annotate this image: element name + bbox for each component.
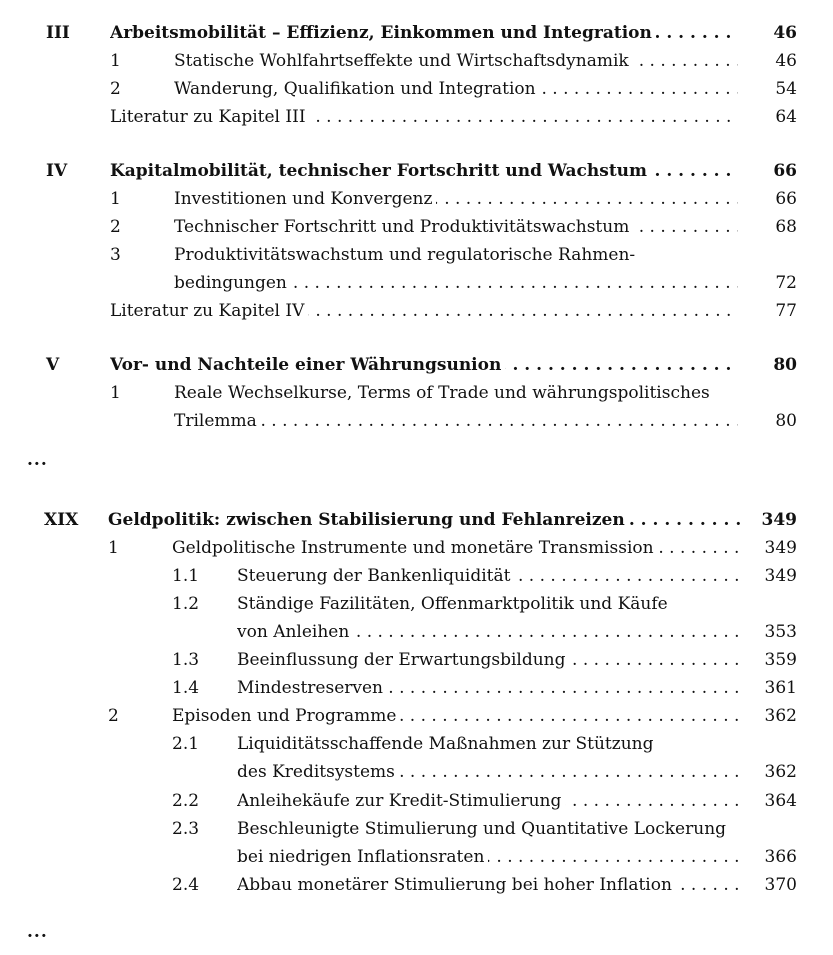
section-number: 1: [110, 383, 121, 403]
subsection-title-line1: Liquiditätsschaffende Maßnahmen zur Stützung: [237, 732, 757, 756]
subsection-number: 2.1: [172, 734, 200, 754]
page-number: 80: [775, 411, 797, 431]
chapter-number: III: [46, 23, 70, 43]
page-number: 349: [761, 510, 797, 530]
section-number: 1: [108, 538, 119, 558]
section-title: Episoden und Programme . . .: [172, 704, 744, 728]
page-number: 68: [775, 217, 797, 237]
subsection-title: Anleihekäufe zur Kredit-Stimulierung . . .: [237, 789, 744, 813]
section-row-continued[interactable]: [0, 271, 833, 295]
subsection-title-line2: bei niedrigen Inflationsraten . . .: [237, 845, 744, 869]
section-title-line2: bedingungen . . .: [174, 271, 738, 295]
subsection-title-line1: Ständige Fazilitäten, Offenmarktpolitik und Käufe: [237, 592, 757, 616]
section-number: 2: [108, 706, 119, 726]
chapter-title: Geldpolitik: zwischen Stabilisierung und Fehlanreizen . . .: [108, 508, 744, 532]
section-row[interactable]: [0, 381, 833, 405]
section-number: 1: [110, 51, 121, 71]
chapter-row[interactable]: [0, 353, 833, 377]
section-title-line1: Produktivitätswachstum und regulatorische Rahmen-: [174, 243, 754, 267]
chapter-row[interactable]: [0, 508, 833, 532]
page-number: 362: [764, 706, 797, 726]
section-number: 1: [110, 189, 121, 209]
section-row[interactable]: [0, 215, 833, 239]
page-number: 54: [775, 79, 797, 99]
section-title: Wanderung, Qualifikation und Integration . . .: [174, 77, 738, 101]
subsection-row-continued[interactable]: [0, 845, 833, 869]
chapter-title: Arbeitsmobilität – Effizienz, Einkommen und Integration . . .: [110, 21, 738, 45]
page-number: 364: [764, 791, 797, 811]
subsection-title: Abbau monetärer Stimulierung bei hoher Inflation . . .: [237, 873, 744, 897]
subsection-number: 2.3: [172, 819, 200, 839]
section-row[interactable]: [0, 49, 833, 73]
subsection-row[interactable]: [0, 873, 833, 897]
page-number: 80: [773, 355, 797, 375]
page-number: 64: [775, 107, 797, 127]
page-number: 46: [775, 51, 797, 71]
section-row[interactable]: [0, 187, 833, 211]
section-row[interactable]: [0, 77, 833, 101]
ellipsis: ...: [27, 450, 48, 470]
section-number: 3: [110, 245, 121, 265]
section-number: 2: [110, 217, 121, 237]
subsection-title: Beeinflussung der Erwartungsbildung . . .: [237, 648, 744, 672]
literature-title: Literatur zu Kapitel III . . .: [110, 105, 738, 129]
subsection-row[interactable]: [0, 592, 833, 616]
literature-row[interactable]: [0, 105, 833, 129]
subsection-title-line2: von Anleihen . . .: [237, 620, 744, 644]
subsection-row[interactable]: [0, 817, 833, 841]
section-row[interactable]: [0, 704, 833, 728]
section-title-line2: Trilemma . . .: [174, 409, 738, 433]
subsection-title: Mindestreserven . . .: [237, 676, 744, 700]
chapter-title: Kapitalmobilität, technischer Fortschritt und Wachstum . . .: [110, 159, 738, 183]
subsection-row[interactable]: [0, 732, 833, 756]
subsection-number: 2.2: [172, 791, 200, 811]
chapter-number: IV: [46, 161, 68, 181]
page-number: 366: [764, 847, 797, 867]
subsection-number: 2.4: [172, 875, 200, 895]
section-title: Technischer Fortschritt und Produktivitätswachstum . . .: [174, 215, 738, 239]
page-number: 359: [764, 650, 797, 670]
chapter-row[interactable]: [0, 21, 833, 45]
section-row[interactable]: [0, 243, 833, 267]
subsection-row-continued[interactable]: [0, 620, 833, 644]
page-number: 66: [773, 161, 797, 181]
chapter-title: Vor- und Nachteile einer Währungsunion . . .: [110, 353, 738, 377]
subsection-row[interactable]: [0, 648, 833, 672]
page-number: 46: [773, 23, 797, 43]
literature-title: Literatur zu Kapitel IV . . .: [110, 299, 738, 323]
ellipsis: ...: [27, 922, 48, 942]
subsection-row[interactable]: [0, 564, 833, 588]
subsection-row-continued[interactable]: [0, 760, 833, 784]
omission-row: [0, 448, 833, 472]
page-number: 353: [764, 622, 797, 642]
section-number: 2: [110, 79, 121, 99]
section-title-line1: Reale Wechselkurse, Terms of Trade und währungspolitisches: [174, 381, 774, 405]
subsection-title: Steuerung der Bankenliquidität . . .: [237, 564, 744, 588]
subsection-number: 1.1: [172, 566, 200, 586]
subsection-title-line2: des Kreditsystems . . .: [237, 760, 744, 784]
page-number: 362: [764, 762, 797, 782]
subsection-number: 1.4: [172, 678, 200, 698]
subsection-row[interactable]: [0, 676, 833, 700]
subsection-title-line1: Beschleunigte Stimulierung und Quantitative Lockerung: [237, 817, 777, 841]
subsection-number: 1.2: [172, 594, 200, 614]
section-row-continued[interactable]: [0, 409, 833, 433]
page-number: 72: [775, 273, 797, 293]
chapter-row[interactable]: [0, 159, 833, 183]
page-number: 66: [775, 189, 797, 209]
chapter-number: V: [46, 355, 60, 375]
page-number: 77: [775, 301, 797, 321]
page-number: 349: [764, 566, 797, 586]
page-number: 361: [764, 678, 797, 698]
section-title: Investitionen und Konvergenz . . .: [174, 187, 738, 211]
subsection-number: 1.3: [172, 650, 200, 670]
section-row[interactable]: [0, 536, 833, 560]
literature-row[interactable]: [0, 299, 833, 323]
page-number: 349: [764, 538, 797, 558]
omission-row: [0, 920, 833, 944]
chapter-number: XIX: [44, 510, 79, 530]
section-title: Statische Wohlfahrtseffekte und Wirtschaftsdynamik . . .: [174, 49, 738, 73]
subsection-row[interactable]: [0, 789, 833, 813]
page-number: 370: [764, 875, 797, 895]
section-title: Geldpolitische Instrumente und monetäre Transmission . . .: [172, 536, 744, 560]
